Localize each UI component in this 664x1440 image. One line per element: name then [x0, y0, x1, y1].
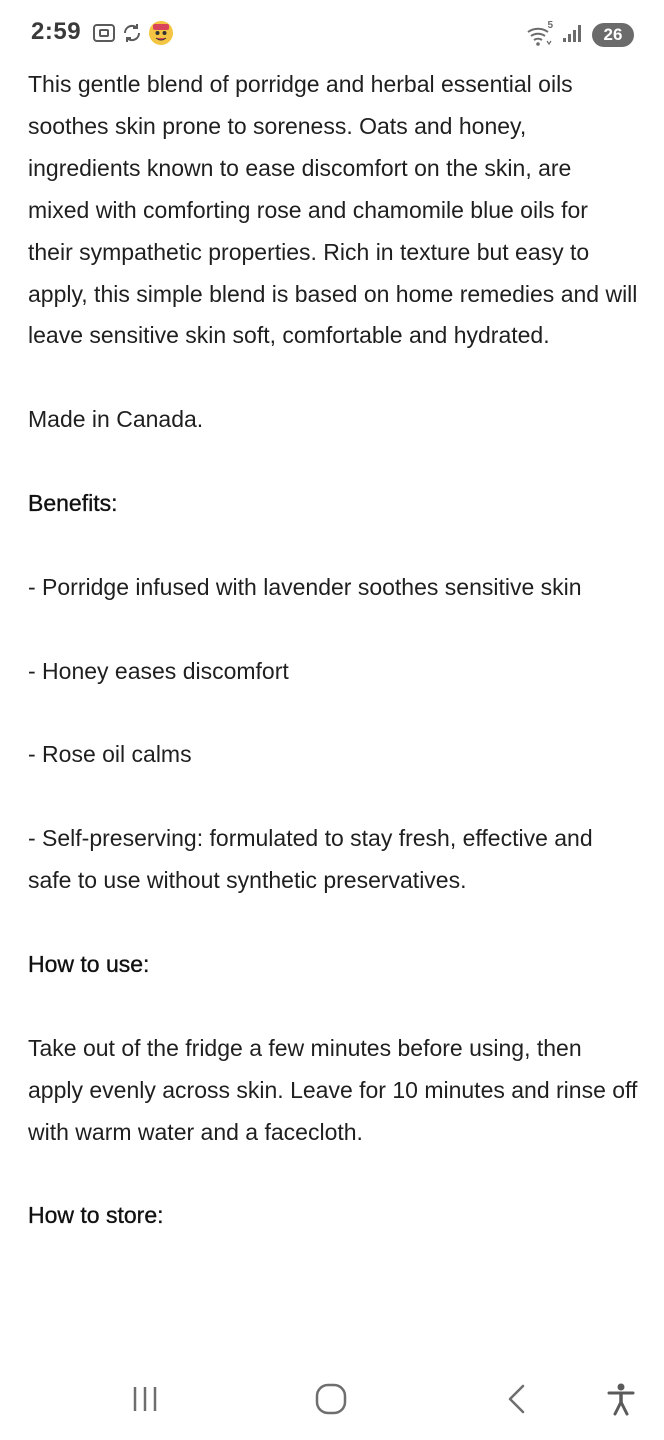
- spacer: [28, 902, 638, 944]
- back-icon: [505, 1383, 529, 1420]
- origin-text: Made in Canada.: [28, 406, 204, 433]
- how-to-use-text: Take out of the fridge a few minutes before using, then apply evenly across skin. Leave for 10 minutes and rinse off with warm water and a facecloth.: [28, 1034, 638, 1145]
- benefit-item: - Rose oil calms: [28, 741, 192, 768]
- product-details: [28, 64, 638, 1237]
- status-notification-icons: [92, 22, 174, 48]
- home-button[interactable]: [306, 1376, 356, 1426]
- sync-icon: [120, 21, 144, 50]
- spacer: [28, 776, 638, 818]
- benefits-heading: Benefits:: [28, 490, 118, 517]
- home-icon: [315, 1383, 347, 1420]
- navigation-bar: [0, 1360, 664, 1440]
- app-avatar-icon: [148, 20, 174, 51]
- back-button[interactable]: [492, 1376, 542, 1426]
- recent-apps-icon: [130, 1384, 160, 1419]
- status-bar: [0, 0, 664, 64]
- signal-icon: [562, 23, 584, 48]
- battery-indicator: 26: [592, 23, 634, 47]
- how-to-store-heading: How to store:: [28, 1202, 164, 1229]
- spacer: [28, 693, 638, 735]
- spacer: [28, 609, 638, 651]
- status-system-icons: [526, 22, 634, 48]
- benefit-item: - Honey eases discomfort: [28, 657, 289, 684]
- screenshot-icon: [92, 21, 116, 50]
- wifi-badge: 5: [547, 20, 553, 31]
- accessibility-icon: [606, 1382, 636, 1421]
- benefit-item: - Self-preserving: formulated to stay fresh, effective and safe to use without synthetic preservatives.: [28, 825, 593, 894]
- spacer: [28, 357, 638, 399]
- accessibility-button[interactable]: [596, 1376, 646, 1426]
- wifi-icon: [526, 20, 554, 47]
- spacer: [28, 1153, 638, 1195]
- spacer: [28, 441, 638, 483]
- spacer: [28, 986, 638, 1028]
- benefit-item: - Porridge infused with lavender soothes sensitive skin: [28, 573, 582, 600]
- spacer: [28, 525, 638, 567]
- recent-apps-button[interactable]: [120, 1376, 170, 1426]
- how-to-use-heading: How to use:: [28, 950, 150, 977]
- product-description: This gentle blend of porridge and herbal essential oils soothes skin prone to soreness. Oats and honey, ingredients known to ease discomfort on the skin, are mixed with comforting rose and chamomile blue oils for their sympathetic properties. Rich in texture but easy to apply, this simple blend is based on home remedies and will leave sensitive skin soft, comfortable and hydrated.: [28, 71, 638, 349]
- status-time: 2:59: [31, 18, 82, 45]
